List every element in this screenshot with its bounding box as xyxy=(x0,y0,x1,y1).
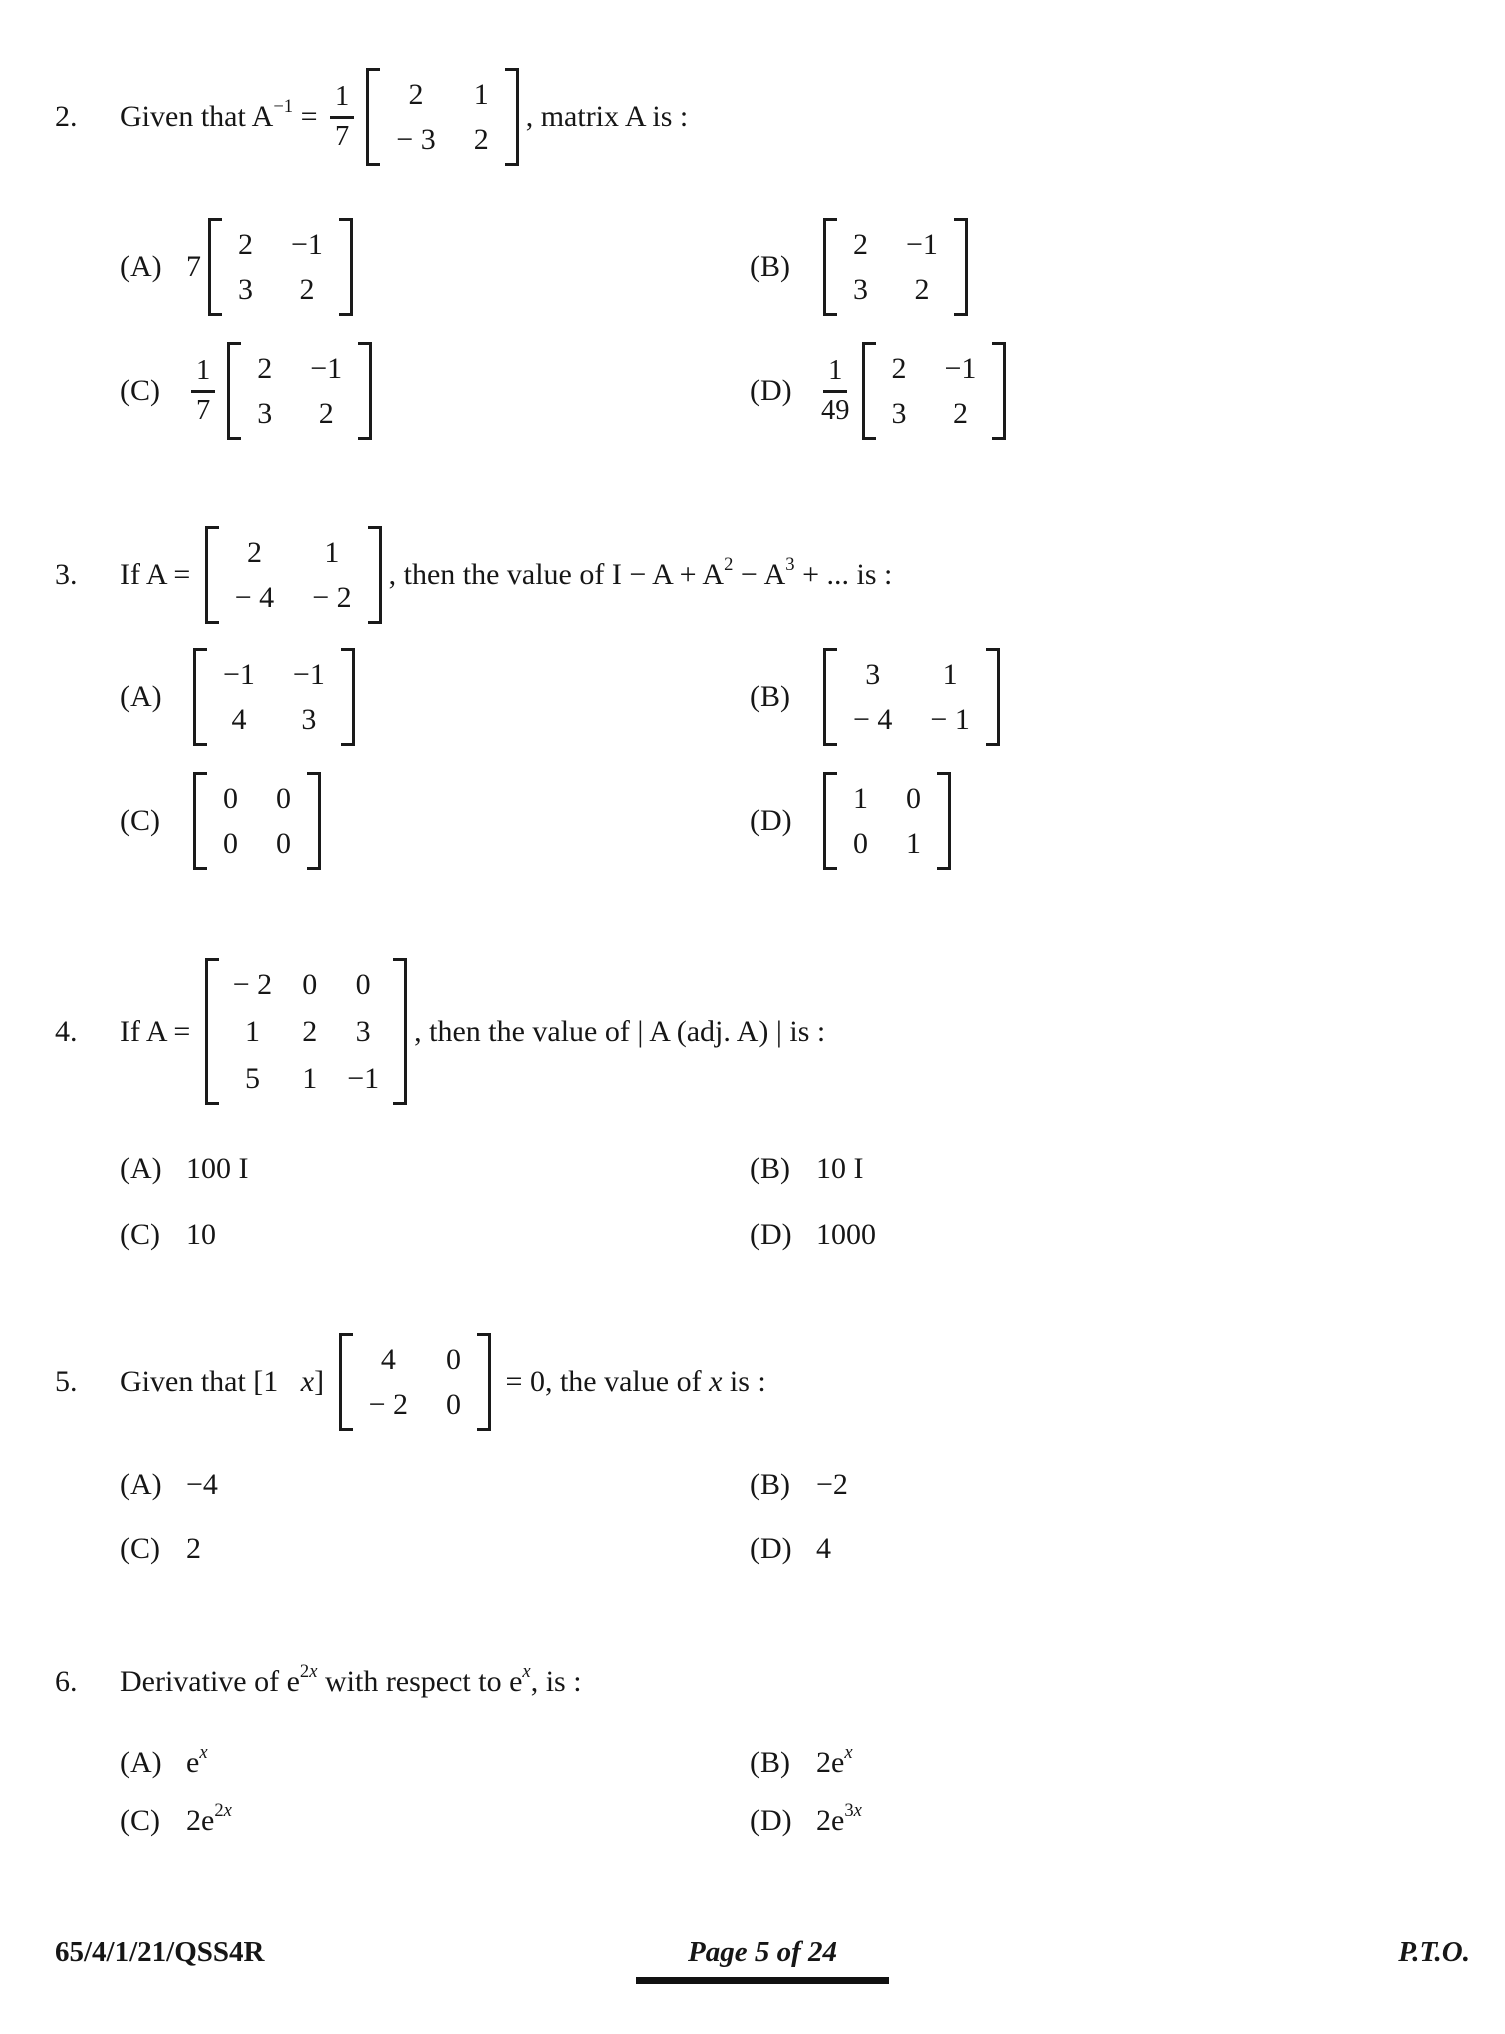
superscript-part: x xyxy=(853,1799,862,1821)
matrix-cell: 0 xyxy=(276,782,291,815)
bracket-right-icon xyxy=(393,958,407,1105)
math-text: = 0, the value of xyxy=(498,1365,710,1398)
question-stem xyxy=(120,68,1470,166)
page-number-wrap xyxy=(485,1936,1040,1984)
bracket-right-icon xyxy=(937,772,951,870)
question-number: 6. xyxy=(55,1665,78,1698)
superscript-part: x xyxy=(223,1799,232,1821)
option-label: (A) xyxy=(120,1746,162,1779)
matrix-cell: − 3 xyxy=(396,123,436,156)
math-text: 2e xyxy=(816,1804,845,1837)
option-label: (A) xyxy=(120,250,162,283)
matrix-cell: 0 xyxy=(302,968,318,1001)
bracket-right-icon xyxy=(986,648,1000,746)
question xyxy=(55,958,1470,1255)
options-row xyxy=(120,648,1470,746)
superscript-part: x xyxy=(199,1741,208,1763)
options-row xyxy=(120,342,1470,440)
math-text: −2 xyxy=(816,1468,848,1501)
math-text: 2e xyxy=(816,1746,845,1779)
option xyxy=(750,1801,1470,1841)
option-label: (D) xyxy=(750,1218,792,1251)
matrix-cell: 1 xyxy=(324,536,340,569)
matrix xyxy=(208,218,353,316)
superscript xyxy=(199,1742,207,1764)
bracket-right-icon xyxy=(341,648,355,746)
math-text: x xyxy=(709,1365,723,1398)
option-content xyxy=(816,1218,876,1252)
superscript-part: 3 xyxy=(844,1799,854,1821)
math-text: If A = xyxy=(120,1014,198,1048)
fraction-numerator: 1 xyxy=(823,355,847,393)
matrix-cell: 1 xyxy=(942,658,958,691)
math-text: 10 xyxy=(186,1218,216,1251)
option xyxy=(750,342,1470,440)
fraction xyxy=(191,355,215,428)
options-row xyxy=(120,1215,1470,1255)
superscript-part: 2 xyxy=(299,1660,310,1682)
question-stem xyxy=(120,526,1470,624)
matrix-grid xyxy=(219,958,393,1105)
option-label: (A) xyxy=(120,1468,162,1501)
option-label: (C) xyxy=(120,1218,160,1251)
matrix-cell: 5 xyxy=(244,1062,260,1095)
options-row xyxy=(120,1465,1470,1505)
math-text: −4 xyxy=(186,1468,218,1501)
math-text: , then the value of I − A + A xyxy=(388,558,725,591)
question-row xyxy=(55,958,1470,1105)
matrix-cell: − 4 xyxy=(853,703,893,736)
question-number: 4. xyxy=(55,1014,78,1048)
matrix-grid xyxy=(241,342,358,440)
option-label: (D) xyxy=(750,1532,792,1565)
math-text: 2 xyxy=(186,1532,201,1565)
option-content xyxy=(816,342,1013,440)
math-text: 7 xyxy=(186,250,201,283)
superscript xyxy=(214,1800,232,1822)
matrix-cell: 1 xyxy=(853,782,868,815)
math-text: + ... is : xyxy=(794,558,893,591)
fraction-denominator: 7 xyxy=(196,394,211,426)
matrix-cell: 3 xyxy=(865,658,881,691)
matrix-cell: − 4 xyxy=(234,581,275,614)
option-content xyxy=(186,1741,208,1780)
matrix-cell: 2 xyxy=(238,228,253,261)
matrix-cell: 2 xyxy=(299,273,315,306)
matrix-cell: 2 xyxy=(246,536,262,569)
superscript-part: 3 xyxy=(785,553,795,575)
options-row xyxy=(120,218,1470,316)
matrix-cell: 1 xyxy=(473,78,489,111)
option-content xyxy=(816,1799,862,1838)
matrix-cell: 2 xyxy=(257,352,273,385)
matrix xyxy=(193,648,355,746)
matrix-cell: − 2 xyxy=(368,1388,409,1421)
matrix-grid xyxy=(380,68,504,166)
question-number: 3. xyxy=(55,558,78,591)
matrix-cell: 0 xyxy=(355,968,371,1001)
matrix-cell: −1 xyxy=(310,352,343,385)
bracket-right-icon xyxy=(358,342,372,440)
matrix-cell: 1 xyxy=(244,1015,260,1048)
matrix-cell: 2 xyxy=(408,78,424,111)
option xyxy=(120,342,750,440)
option-content xyxy=(816,648,1007,746)
bracket-left-icon xyxy=(193,648,207,746)
option xyxy=(120,1149,750,1189)
bracket-left-icon xyxy=(823,648,837,746)
matrix xyxy=(193,772,321,870)
option xyxy=(750,1743,1470,1783)
option xyxy=(750,1149,1470,1189)
question-number: 2. xyxy=(55,100,78,133)
option-label: (A) xyxy=(120,1152,162,1185)
bracket-left-icon xyxy=(823,772,837,870)
math-text: − A xyxy=(733,558,786,591)
option xyxy=(750,1215,1470,1255)
fraction-numerator: 1 xyxy=(191,355,215,393)
options-row xyxy=(120,1149,1470,1189)
matrix-cell: − 1 xyxy=(930,703,970,736)
superscript-part: −1 xyxy=(273,95,294,117)
superscript xyxy=(273,96,293,118)
matrix-cell: −1 xyxy=(347,1062,380,1095)
matrix-cell: 3 xyxy=(301,703,317,736)
question-stem xyxy=(120,1333,1470,1431)
question-row xyxy=(55,1333,1470,1431)
matrix-grid xyxy=(837,648,986,746)
math-text: Given that [1 xyxy=(120,1365,301,1398)
matrix-cell: 0 xyxy=(276,827,291,860)
matrix-cell: 0 xyxy=(223,827,238,860)
math-text: 2e xyxy=(186,1804,215,1837)
matrix-cell: 2 xyxy=(853,228,868,261)
superscript xyxy=(785,554,794,576)
bracket-left-icon xyxy=(205,526,219,624)
math-text: 1000 xyxy=(816,1218,876,1251)
superscript-part: 2 xyxy=(214,1799,224,1821)
math-text: ] xyxy=(314,1365,332,1398)
fraction xyxy=(821,355,850,428)
matrix-cell: 4 xyxy=(380,1343,396,1376)
bracket-left-icon xyxy=(339,1333,353,1431)
bracket-right-icon xyxy=(505,68,519,166)
matrix-grid xyxy=(876,342,993,440)
option-content xyxy=(186,1468,218,1502)
math-text: If A = xyxy=(120,558,198,591)
matrix-grid xyxy=(207,648,341,746)
math-text: , then the value of | A (adj. A) | is : xyxy=(414,1014,826,1048)
bracket-left-icon xyxy=(193,772,207,870)
matrix xyxy=(339,1333,491,1431)
bracket-right-icon xyxy=(307,772,321,870)
option-content xyxy=(816,1468,848,1502)
math-text: 100 I xyxy=(186,1152,249,1185)
superscript-part: 2 xyxy=(724,553,734,575)
matrix-cell: 2 xyxy=(302,1015,318,1048)
option-label: (C) xyxy=(120,1804,160,1837)
matrix xyxy=(823,218,968,316)
math-text: , is : xyxy=(530,1665,582,1698)
bracket-right-icon xyxy=(992,342,1006,440)
math-text: with respect to e xyxy=(317,1665,523,1698)
matrix xyxy=(205,526,382,624)
matrix-cell: −1 xyxy=(223,658,255,691)
option xyxy=(120,1215,750,1255)
matrix-cell: 2 xyxy=(318,397,334,430)
matrix-cell: 3 xyxy=(853,273,868,306)
matrix-cell: 0 xyxy=(446,1388,462,1421)
bracket-left-icon xyxy=(227,342,241,440)
option-label: (C) xyxy=(120,374,160,407)
question-row xyxy=(55,1660,1470,1699)
option-label: (D) xyxy=(750,374,792,407)
math-text: 10 I xyxy=(816,1152,864,1185)
fraction-numerator: 1 xyxy=(330,81,354,119)
option-content xyxy=(816,1741,853,1780)
bracket-left-icon xyxy=(205,958,219,1105)
matrix-cell: 2 xyxy=(952,397,968,430)
question xyxy=(55,1660,1470,1841)
matrix-grid xyxy=(837,218,954,316)
page-number: Page 5 of 24 xyxy=(636,1936,889,1984)
matrix-cell: 3 xyxy=(238,273,253,306)
option xyxy=(120,648,750,746)
question-number: 5. xyxy=(55,1365,78,1398)
questions-list xyxy=(55,68,1470,1841)
superscript xyxy=(844,1800,862,1822)
question xyxy=(55,526,1470,870)
option-label: (B) xyxy=(750,1468,790,1501)
option xyxy=(750,218,1470,316)
option-label: (B) xyxy=(750,1746,790,1779)
bracket-right-icon xyxy=(954,218,968,316)
bracket-right-icon xyxy=(339,218,353,316)
matrix xyxy=(227,342,372,440)
matrix-grid xyxy=(353,1333,477,1431)
option-label: (D) xyxy=(750,804,792,837)
option-content xyxy=(186,218,360,316)
matrix-cell: −1 xyxy=(292,658,325,691)
math-text: Given that A xyxy=(120,100,274,133)
matrix-cell: 3 xyxy=(891,397,907,430)
math-text: x xyxy=(300,1365,315,1398)
option-label: (C) xyxy=(120,804,160,837)
question-row xyxy=(55,68,1470,166)
superscript-part: x xyxy=(309,1660,318,1682)
option xyxy=(750,772,1470,870)
superscript xyxy=(522,1661,530,1683)
option-content xyxy=(186,1152,249,1186)
math-text: e xyxy=(186,1746,200,1779)
bracket-left-icon xyxy=(823,218,837,316)
options-row xyxy=(120,772,1470,870)
matrix xyxy=(366,68,518,166)
matrix-cell: 3 xyxy=(355,1015,371,1048)
option xyxy=(120,772,750,870)
matrix xyxy=(862,342,1007,440)
bracket-left-icon xyxy=(862,342,876,440)
option-label: (C) xyxy=(120,1532,160,1565)
matrix-cell: 0 xyxy=(906,782,921,815)
options-row xyxy=(120,1529,1470,1569)
matrix xyxy=(205,958,407,1105)
matrix-cell: 2 xyxy=(891,352,907,385)
option-label: (B) xyxy=(750,250,790,283)
matrix-cell: −1 xyxy=(291,228,323,261)
superscript xyxy=(844,1742,852,1764)
pto-label: P.T.O. xyxy=(1398,1936,1470,1968)
fraction xyxy=(330,81,354,154)
option xyxy=(120,1801,750,1841)
option xyxy=(120,218,750,316)
matrix-cell: − 2 xyxy=(312,581,352,614)
matrix-cell: − 2 xyxy=(232,968,273,1001)
matrix-grid xyxy=(207,772,307,870)
matrix-cell: −1 xyxy=(944,352,977,385)
option-content xyxy=(186,772,328,870)
option xyxy=(120,1743,750,1783)
matrix-cell: 3 xyxy=(257,397,273,430)
question-row xyxy=(55,526,1470,624)
math-text: = xyxy=(293,100,326,133)
matrix-cell: 2 xyxy=(473,123,489,156)
option xyxy=(120,1465,750,1505)
math-text: , matrix A is : xyxy=(525,100,689,133)
superscript xyxy=(300,1661,318,1683)
option-content xyxy=(816,1152,864,1186)
option xyxy=(120,1529,750,1569)
option xyxy=(750,648,1470,746)
page-footer xyxy=(55,1936,1470,1984)
option-content xyxy=(186,342,379,440)
options-row xyxy=(120,1801,1470,1841)
matrix-cell: 2 xyxy=(914,273,930,306)
math-text: is : xyxy=(722,1365,766,1398)
matrix-grid xyxy=(837,772,937,870)
option-content xyxy=(186,1532,201,1566)
matrix-cell: −1 xyxy=(906,228,938,261)
option-label: (D) xyxy=(750,1804,792,1837)
bracket-right-icon xyxy=(368,526,382,624)
option-content xyxy=(816,1532,831,1566)
question xyxy=(55,1333,1470,1569)
matrix-grid xyxy=(219,526,368,624)
option-label: (B) xyxy=(750,1152,790,1185)
fraction-denominator: 49 xyxy=(821,394,850,426)
option xyxy=(750,1529,1470,1569)
matrix xyxy=(823,772,951,870)
option-content xyxy=(816,772,958,870)
bracket-left-icon xyxy=(366,68,380,166)
question xyxy=(55,68,1470,440)
matrix-cell: 0 xyxy=(446,1343,462,1376)
option-label: (A) xyxy=(120,680,162,713)
option-content xyxy=(186,648,362,746)
matrix xyxy=(823,648,1000,746)
matrix-cell: 1 xyxy=(906,827,921,860)
bracket-left-icon xyxy=(208,218,222,316)
math-text: Derivative of e xyxy=(120,1665,300,1698)
math-text: 4 xyxy=(816,1532,831,1565)
question-stem xyxy=(120,958,1470,1105)
matrix-cell: 4 xyxy=(231,703,247,736)
bracket-right-icon xyxy=(477,1333,491,1431)
superscript xyxy=(724,554,733,576)
option-content xyxy=(816,218,975,316)
option-content xyxy=(186,1799,232,1838)
matrix-grid xyxy=(222,218,339,316)
option-label: (B) xyxy=(750,680,790,713)
superscript-part: x xyxy=(844,1741,853,1763)
matrix-cell: 1 xyxy=(302,1062,318,1095)
superscript-part: x xyxy=(522,1660,531,1682)
matrix-cell: 0 xyxy=(853,827,868,860)
matrix-cell: 0 xyxy=(223,782,238,815)
paper-code: 65/4/1/21/QSS4R xyxy=(55,1936,265,1968)
options-row xyxy=(120,1743,1470,1783)
option-content xyxy=(186,1218,216,1252)
option xyxy=(750,1465,1470,1505)
question-stem xyxy=(120,1660,1470,1699)
fraction-denominator: 7 xyxy=(335,120,350,152)
